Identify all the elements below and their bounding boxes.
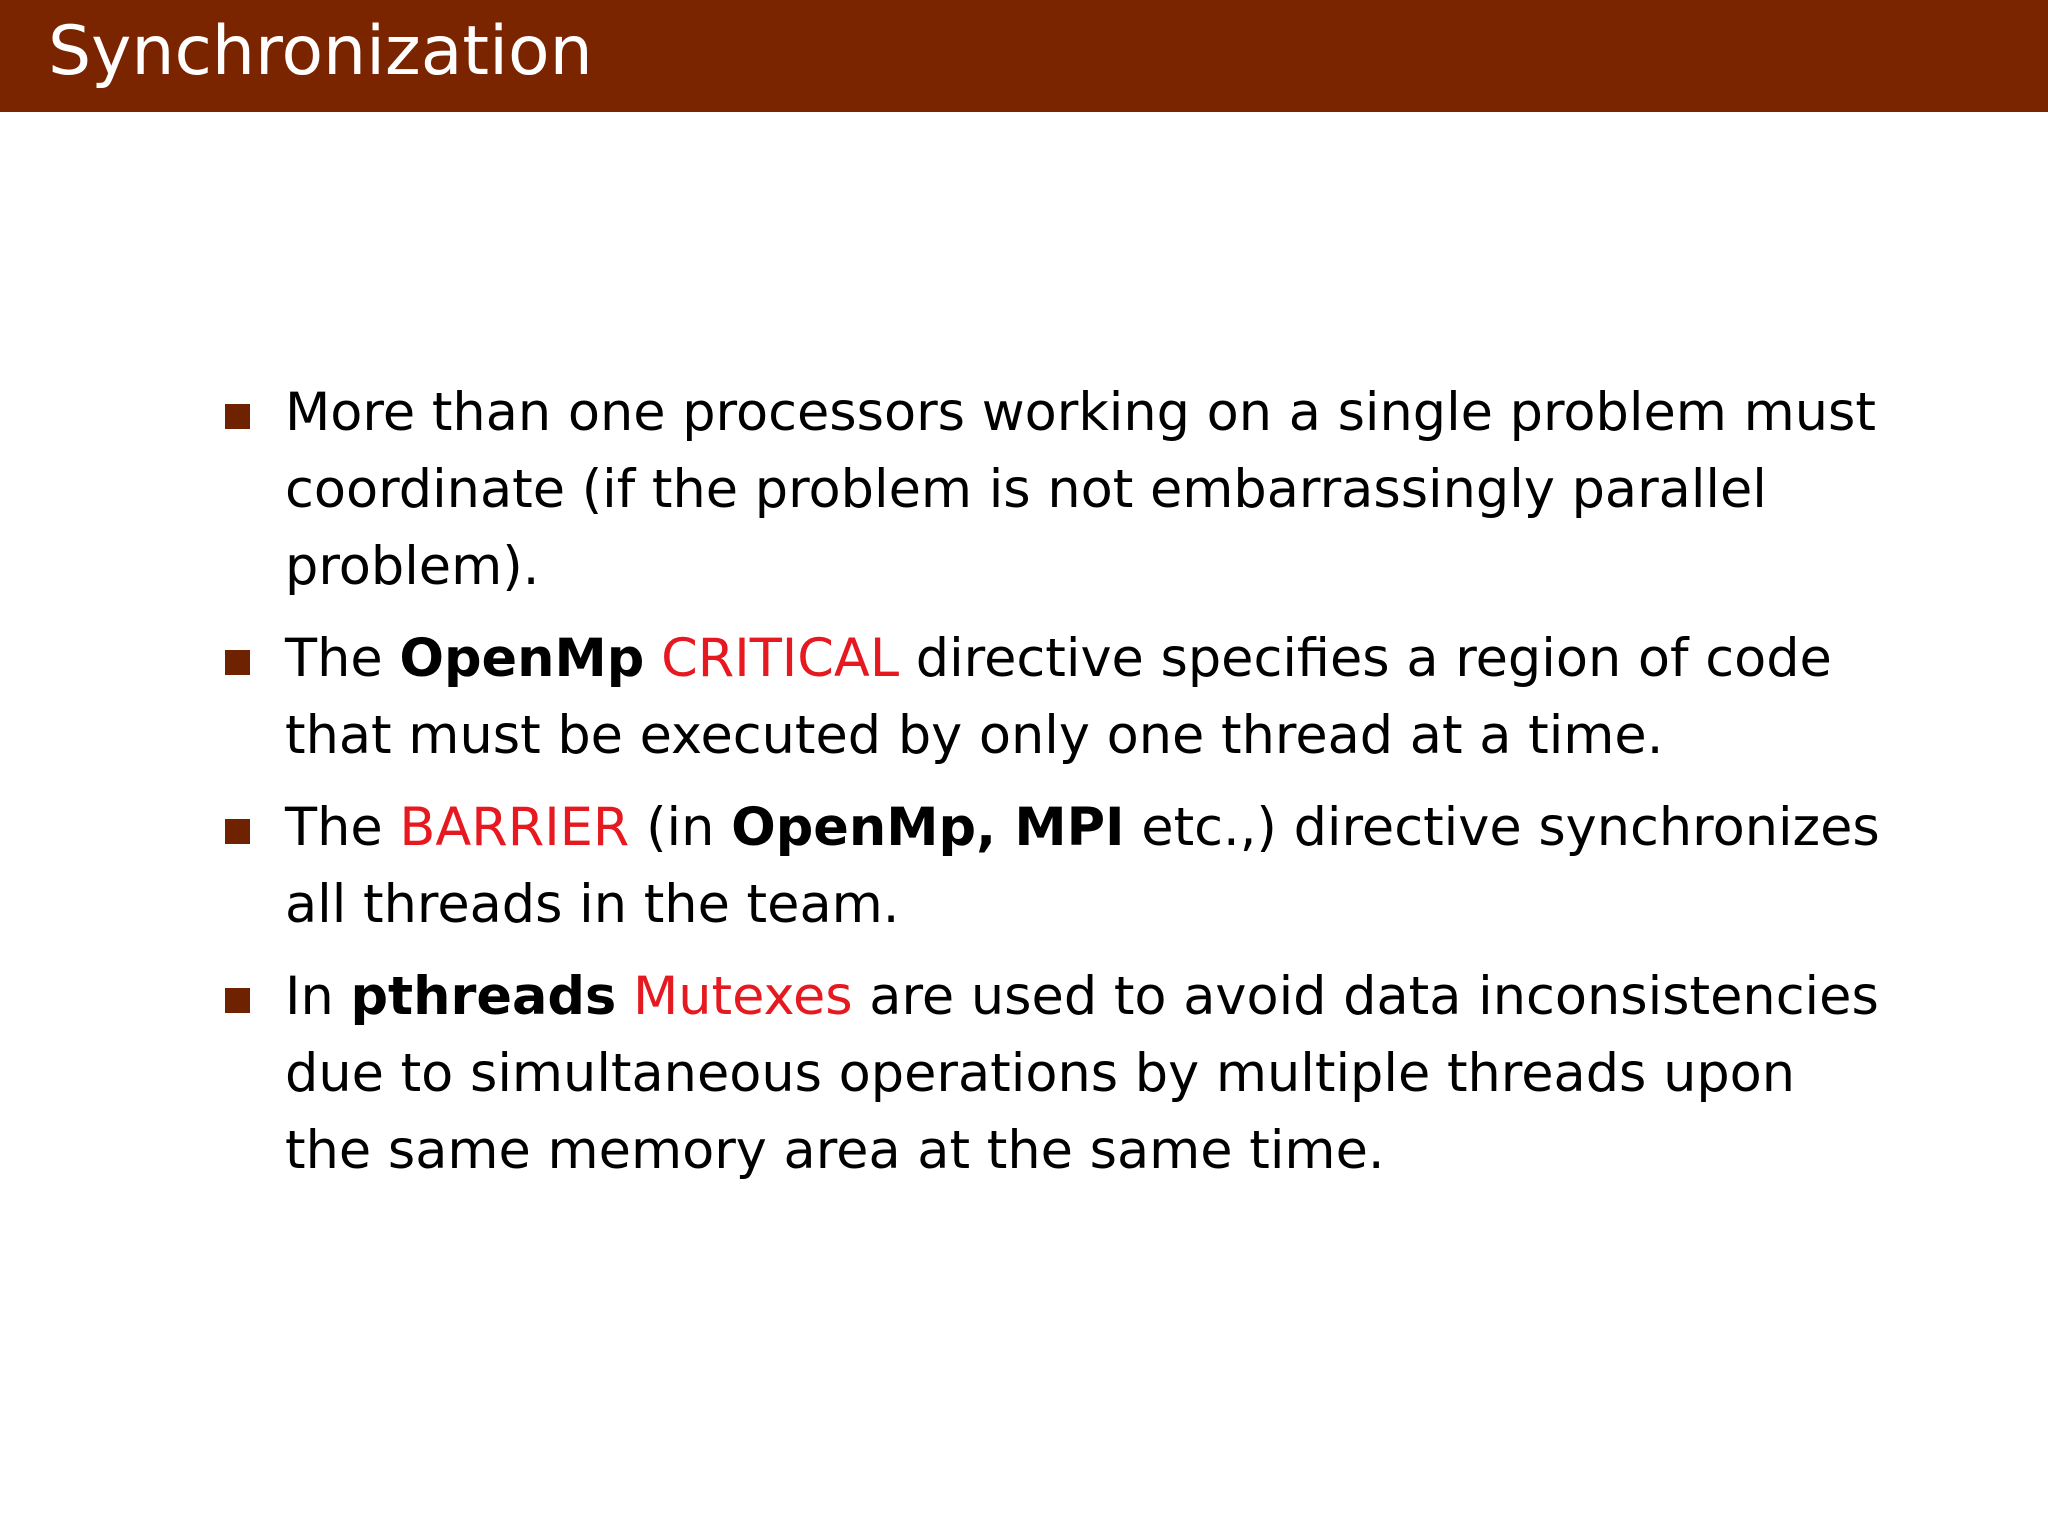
square-bullet-icon: [225, 404, 250, 429]
bullet-item-coordination: [220, 374, 1880, 605]
title-bar: [0, 0, 2048, 112]
bullet-item-mutexes: [220, 958, 1880, 1189]
square-bullet-icon: [225, 988, 250, 1013]
bullet-text: are used to avoid data inconsistencies due to simultaneous operations by multiple threads upon the same memory area at the same time.: [285, 966, 1879, 1181]
highlight-term-critical: CRITICAL: [661, 628, 900, 689]
slide-title: Synchronization: [48, 12, 593, 91]
bold-term-pthreads: pthreads: [350, 966, 617, 1027]
bold-term-openmp-mpi: OpenMp, MPI: [731, 797, 1125, 858]
bullet-text: (in: [629, 797, 732, 858]
bullet-text: In: [285, 966, 351, 1027]
bullet-list: [220, 374, 1880, 1204]
bullet-text: More than one processors working on a single problem must coordinate (if the problem is not embarrassingly parallel problem).: [285, 382, 1876, 597]
square-bullet-icon: [225, 819, 250, 844]
highlight-term-mutexes: Mutexes: [632, 966, 853, 1027]
bold-term-openmp: OpenMp: [399, 628, 645, 689]
bullet-item-critical: [220, 620, 1880, 774]
bullet-text: directive specifies a region of code that must be executed by only one thread at a time.: [285, 628, 1832, 766]
square-bullet-icon: [225, 650, 250, 675]
bullet-text: etc.,) directive synchronizes all threads in the team.: [285, 797, 1880, 935]
bullet-text: The: [285, 628, 400, 689]
bullet-item-barrier: [220, 789, 1880, 943]
bullet-text: The: [285, 797, 400, 858]
highlight-term-barrier: BARRIER: [399, 797, 630, 858]
